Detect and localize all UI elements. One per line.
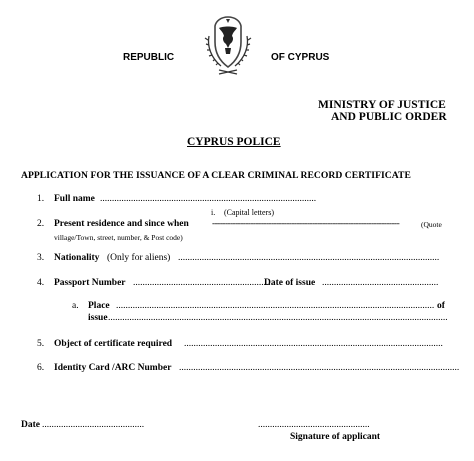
field-1-sub-label: (Capital letters)	[224, 208, 274, 217]
coat-of-arms-icon	[197, 14, 259, 76]
field-4-num: 4.	[37, 278, 45, 288]
field-3-num: 3.	[37, 253, 45, 263]
field-5-line[interactable]: .............................................................................................................	[184, 339, 443, 349]
field-4-line[interactable]: ...........................................................	[133, 278, 274, 288]
field-4-line2[interactable]: .................................................	[322, 278, 439, 288]
ministry-line1: MINISTRY OF JUSTICE	[318, 99, 446, 111]
field-4-label: Passport Number	[54, 278, 126, 288]
field-3-line[interactable]: ..............................................................................................................	[178, 253, 440, 263]
signature-label: Signature of applicant	[290, 432, 381, 442]
header-republic: REPUBLIC	[123, 52, 175, 63]
police-heading: CYPRUS POLICE	[187, 136, 281, 148]
ministry-line2: AND PUBLIC ORDER	[331, 111, 447, 123]
field-2-hint-end: village/Town, street, number, & Post code)	[54, 233, 183, 242]
field-2-line[interactable]: -------------------------------------------------------------------------	[212, 219, 400, 229]
field-3-label: Nationality	[54, 253, 100, 263]
field-6-line[interactable]: ......................................................................................................................	[179, 363, 460, 373]
header-of-cyprus: OF CYPRUS	[271, 52, 330, 63]
date-label: Date	[21, 420, 40, 430]
field-4-label2: Date of issue	[264, 278, 316, 288]
field-5-num: 5.	[37, 339, 45, 349]
field-1-sub-num: i.	[211, 208, 216, 217]
field-3-hint: (Only for aliens)	[107, 253, 171, 263]
field-4a-line[interactable]: ......................................................................................................................................	[116, 301, 435, 311]
form-title: APPLICATION FOR THE ISSUANCE OF A CLEAR CRIMINAL RECORD CERTIFICATE	[21, 170, 411, 181]
field-6-num: 6.	[37, 363, 45, 373]
field-4a-label: Place	[88, 301, 110, 311]
field-2-label: Present residence and since when	[54, 219, 189, 229]
field-1-num: 1.	[37, 194, 45, 204]
field-2-hint-start: (Quote	[421, 220, 442, 229]
field-5-label: Object of certificate required	[54, 339, 173, 349]
field-4a-of: of	[437, 301, 445, 311]
field-6-label: Identity Card /ARC Number	[54, 363, 172, 373]
field-1-line[interactable]: ...........................................................................................	[100, 194, 317, 204]
date-line[interactable]: ...........................................	[42, 420, 145, 430]
field-2-num: 2.	[37, 219, 45, 229]
field-4a-line2[interactable]: ...............................................................................................................................................	[108, 313, 448, 323]
field-1-label: Full name	[54, 194, 95, 204]
field-4a-issue: issue	[88, 313, 108, 323]
field-4a-num: a.	[72, 301, 79, 311]
signature-line[interactable]: ...............................................	[258, 420, 370, 430]
